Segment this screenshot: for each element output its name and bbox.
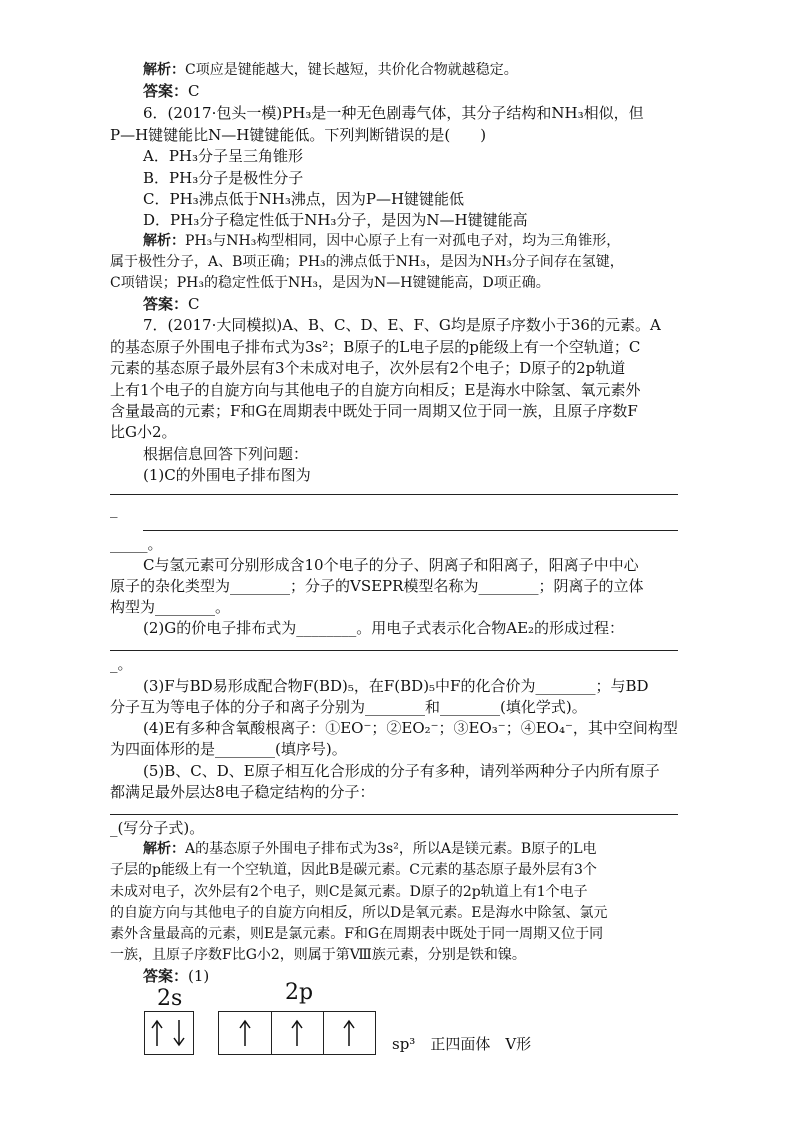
q6-stem-line-2: P—H键键能比N—H键键能低。下列判断错误的是( ) [110,126,487,144]
q6-analysis-line-3: C项错误；PH₃的稳定性低于NH₃，是因为N—H键键能高，D项正确。 [110,275,550,291]
q7-part1-sub-line-2: 原子的杂化类型为________；分子的VSEPR模型名称为________；阴离子的立体 [110,577,644,595]
analysis-line [143,60,518,80]
q7-analysis-line-2: 子层的p能级上有一个空轨道，因此B是碳元素。C元素的基态原子最外层有3个 [110,862,597,878]
q6-option-a: A．PH₃分子呈三角锥形 [143,147,304,165]
answer-label: 答案： [143,82,189,100]
blank-tail: _ [110,500,118,518]
answer-tail: sp³ 正四面体 V形 [392,1035,532,1053]
spin-up-arrow-icon [147,1018,167,1048]
orbital-box-2p [218,1011,376,1055]
answer-text: (1) [188,967,210,985]
blank-tail: _(写分子式)。 [110,819,205,837]
blank-tail: _。 [110,655,133,673]
q7-answer-line [143,966,209,986]
blank-line [110,650,678,651]
q7-analysis-line-4: 的自旋方向与其他电子的自旋方向相反，所以D是氧元素。E是海水中除氢、氯元 [110,905,608,921]
q7-stem-line-5: 含量最高的元素；F和G在周期表中既处于同一周期又位于同一族，且原子序数F [110,402,638,420]
q7-stem-line-2: 的基态原子外围电子排布式为3s²；B原子的L电子层的p能级上有一个空轨道；C [110,338,641,356]
orbital-label-2p: 2p [285,980,314,1005]
analysis-text: A的基态原子外围电子排布式为3s²，所以A是镁元素。B原子的L电 [185,841,597,857]
q6-stem-line-1: 6．(2017·包头一模)PH₃是一种无色剧毒气体，其分子结构和NH₃相似，但 [143,104,644,122]
q7-analysis-line-6: 一族，且原子序数F比G小2，则属于第Ⅷ族元素，分别是铁和镍。 [110,947,526,963]
analysis-label: 解析： [143,62,185,78]
orbital-cell [323,1012,375,1054]
q6-option-c: C．PH₃沸点低于NH₃沸点，因为P—H键键能低 [143,190,465,208]
orbital-cell [219,1012,272,1054]
orbital-box-2s [144,1011,194,1055]
q6-analysis-line-2: 属于极性分子，A、B项正确；PH₃的沸点低于NH₃，是因为NH₃分子间存在氢键， [110,254,624,270]
spin-up-arrow-icon [235,1018,255,1048]
q7-prompt: 根据信息回答下列问题： [143,445,309,463]
q7-stem-line-3: 元素的基态原子最外层有3个未成对电子，次外层有2个电子；D原子的2p轨道 [110,359,626,377]
q7-part4-line-2: 为四面体形的是________(填序号)。 [110,740,347,758]
q7-analysis-line-3: 未成对电子，次外层有2个电子，则C是氮元素。D原子的2p轨道上有1个电子 [110,884,588,900]
q6-option-d: D．PH₃分子稳定性低于NH₃分子，是因为N—H键键能高 [143,211,528,229]
answer-label: 答案： [143,295,189,313]
orbital-label-2s: 2s [157,986,183,1011]
q7-part4-line-1: (4)E有多种含氧酸根离子：①EO⁻；②EO₂⁻；③EO₃⁻；④EO₄⁻，其中空间构型 [143,719,678,737]
orbital-cell [271,1012,324,1054]
q7-part3-line-1: (3)F与BD易形成配合物F(BD)₅，在F(BD)₅中F的化合价为________；与BD [143,677,649,695]
answer-text: C [188,82,200,100]
analysis-label: 解析： [143,841,185,857]
blank-line [110,494,678,495]
spin-up-arrow-icon [287,1018,307,1048]
spin-up-arrow-icon [339,1018,359,1048]
answer-label: 答案： [143,967,189,985]
blank-line [110,814,678,815]
q7-analysis-line-5: 素外含量最高的元素，则E是氯元素。F和G在周期表中既处于同一周期又位于同 [110,926,604,942]
q7-stem-line-1: 7．(2017·大同模拟)A、B、C、D、E、F、G均是原子序数小于36的元素。A [143,316,661,334]
blank-tail: _____。 [110,535,163,553]
q6-option-b: B．PH₃分子是极性分子 [143,169,304,187]
q7-part5-line-2: 都满足最外层达8电子稳定结构的分子： [110,783,375,801]
q6-answer-line [143,294,200,314]
q7-part1-line: (1)C的外围电子排布图为 [143,466,311,484]
q6-analysis-line-1 [143,231,620,251]
spin-down-arrow-icon [169,1018,189,1048]
answer-line [143,81,200,101]
analysis-text: PH₃与NH₃构型相同，因中心原子上有一对孤电子对，均为三角锥形， [185,233,621,249]
q7-analysis-line-1 [143,839,597,859]
analysis-text: C项应是键能越大，键长越短，共价化合物就越稳定。 [185,62,518,78]
q7-stem-line-4: 上有1个电子的自旋方向与其他电子的自旋方向相反；E是海水中除氢、氧元素外 [110,381,641,399]
q7-part5-line-1: (5)B、C、D、E原子相互化合形成的分子有多种，请列举两种分子内所有原子 [143,762,660,780]
q7-part2-line: (2)G的价电子排布式为________。用电子式表示化合物AE₂的形成过程： [143,619,625,637]
answer-text: C [188,295,200,313]
q7-stem-line-6: 比G小2。 [110,423,177,441]
analysis-label: 解析： [143,233,185,249]
blank-line [143,530,678,531]
q7-part1-sub-line-3: 构型为________。 [110,598,231,616]
q7-part1-sub-line-1: C与氢元素可分别形成含10个电子的分子、阴离子和阳离子，阳离子中中心 [143,556,639,574]
q7-part3-line-2: 分子互为等电子体的分子和离子分别为________和________(填化学式)。 [110,698,587,716]
